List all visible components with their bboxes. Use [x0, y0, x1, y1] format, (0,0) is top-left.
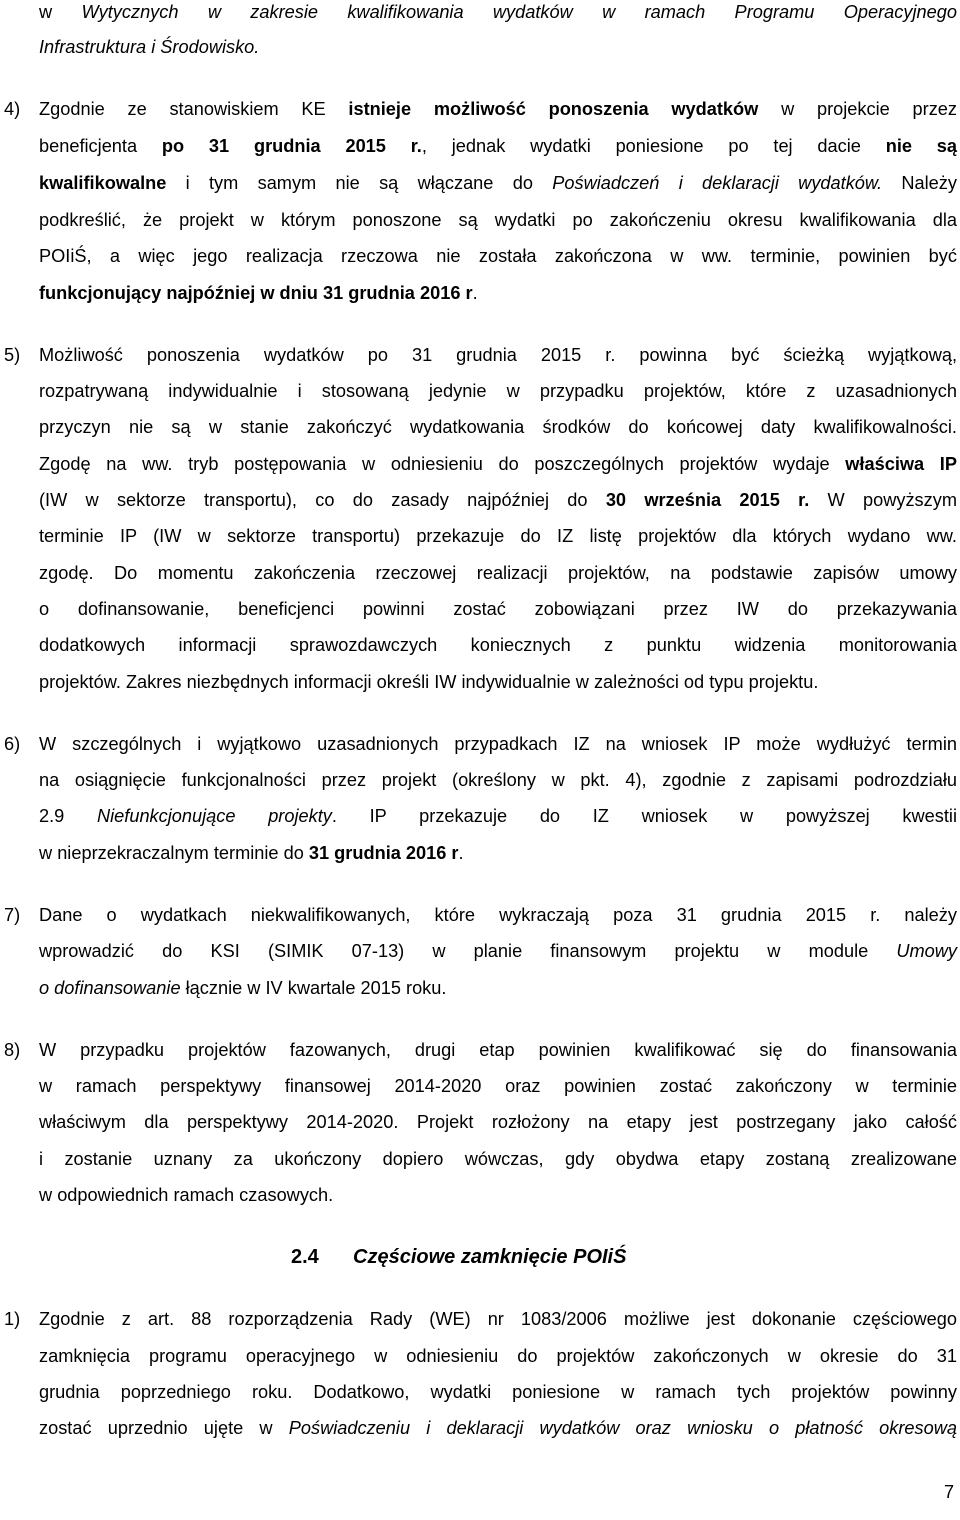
text-run: w projekcie przez [758, 99, 957, 119]
text-run: Zgodnie ze stanowiskiem KE [39, 99, 349, 119]
text-line: Zgodnie z art. 88 rozporządzenia Rady (WE) nr 1083/2006 możliwe jest dokonanie częściowego [39, 1309, 957, 1329]
italic-run: Niefunkcjonujące projekty [96, 806, 332, 826]
list-number: 4) [4, 99, 21, 119]
italic-run: Poświadczeniu i deklaracji wydatków oraz wniosku o płatność okresową [288, 1418, 958, 1438]
text-line: o dofinansowanie, beneficjenci powinni zostać zobowiązani przez IW do przekazywania [39, 599, 957, 619]
text-line: właściwym dla perspektywy 2014-2020. Projekt rozłożony na etapy jest postrzegany jako całość [39, 1112, 957, 1132]
text-line [39, 1416, 957, 1440]
bold-run: po 31 grudnia 2015 r. [161, 136, 422, 156]
text-line [39, 97, 957, 121]
bold-run: nie są [885, 136, 958, 156]
text-line: W przypadku projektów fazowanych, drugi etap powinien kwalifikować się do finansowania [39, 1040, 957, 1060]
list-number: 6) [4, 734, 21, 754]
text-run: . [458, 843, 464, 863]
text-line: zamknięcia programu operacyjnego w odniesieniu do projektów zakończonych w okresie do 31 [39, 1346, 957, 1366]
text-run: i tym samym nie są włączane do [166, 173, 553, 193]
text-run: łącznie w IV kwartale 2015 roku. [180, 978, 447, 998]
text-line [39, 976, 957, 1000]
text-line [39, 0, 957, 24]
section-number: 2.4 [291, 1246, 319, 1268]
bold-run: 31 grudnia 2016 r [308, 843, 459, 863]
text-run: zostać uprzednio ujęte w [39, 1418, 289, 1438]
bold-run: kwalifikowalne [39, 173, 167, 193]
text-run: wprowadzić do KSI (SIMIK 07-13) w planie finansowym projektu w module [39, 941, 897, 961]
text-line [39, 134, 957, 158]
section-title: Częściowe zamknięcie POIiŚ [353, 1246, 627, 1268]
italic-run: Poświadczeń i deklaracji wydatków. [552, 173, 883, 193]
document-title-ref: Infrastruktura i Środowisko. [39, 37, 260, 57]
text-run: (IW w sektorze transportu), co do zasady najpóźniej do [39, 490, 606, 510]
page-number: 7 [943, 1482, 954, 1502]
bold-run: 30 września 2015 r. [605, 490, 810, 510]
text-line: na osiągnięcie funkcjonalności przez projekt (określony w pkt. 4), zgodnie z zapisami podrozdziału [39, 770, 957, 790]
text-line: projektów. Zakres niezbędnych informacji określi IW indywidualnie w zależności od typu projektu. [39, 672, 819, 692]
text-line: i zostanie uznany za ukończony dopiero wówczas, gdy obydwa etapy zostaną zrealizowane [39, 1149, 957, 1169]
list-number: 8) [4, 1040, 21, 1060]
text-line: grudnia poprzedniego roku. Dodatkowo, wydatki poniesione w ramach tych projektów powinny [39, 1382, 957, 1402]
text-line: Możliwość ponoszenia wydatków po 31 grudnia 2015 r. powinna być ścieżką wyjątkową, [39, 345, 957, 365]
text-run: w nieprzekraczalnym terminie do [39, 843, 309, 863]
text-line: w odpowiednich ramach czasowych. [39, 1185, 334, 1205]
text-run: beneficjenta [39, 136, 162, 156]
text-line [39, 841, 957, 865]
text-line: W szczególnych i wyjątkowo uzasadnionych przypadkach IZ na wniosek IP może wydłużyć termin [39, 734, 957, 754]
bold-run: istnieje możliwość ponoszenia wydatków [348, 99, 759, 119]
list-number: 5) [4, 345, 21, 365]
text-line [39, 35, 957, 59]
document-title-ref: Wytycznych w zakresie kwalifikowania wydatków w ramach Programu Operacyjnego [81, 2, 957, 22]
text-line: rozpatrywaną indywidualnie i stosowaną jedynie w przypadku projektów, które z uzasadnionych [39, 381, 957, 401]
text-line [39, 171, 957, 195]
text-line: dodatkowych informacji sprawozdawczych koniecznych z punktu widzenia monitorowania [39, 635, 957, 655]
text-run: w [39, 2, 82, 22]
text-run: 2.9 [39, 806, 97, 826]
text-line [39, 488, 957, 512]
text-line: Dane o wydatkach niekwalifikowanych, które wykraczają poza 31 grudnia 2015 r. należy [39, 905, 957, 925]
text-line: podkreślić, że projekt w którym ponoszone są wydatki po zakończeniu okresu kwalifikowania dla [39, 210, 957, 230]
list-number: 7) [4, 905, 21, 925]
italic-run: Umowy [896, 941, 957, 961]
text-line: POIiŚ, a więc jego realizacja rzeczowa nie została zakończona w ww. terminie, powinien być [39, 246, 957, 266]
text-line: w ramach perspektywy finansowej 2014-2020 oraz powinien zostać zakończony w terminie [39, 1076, 957, 1096]
text-run: . IP przekazuje do IZ wniosek w powyższej kwestii [331, 806, 957, 826]
text-run: W powyższym [809, 490, 957, 510]
text-run: , jednak wydatki poniesione po tej dacie [421, 136, 886, 156]
text-run: Należy [882, 173, 957, 193]
bold-run: właściwa IP [845, 454, 957, 474]
text-line [39, 804, 957, 828]
italic-run: o dofinansowanie [39, 978, 181, 998]
text-line: terminie IP (IW w sektorze transportu) przekazuje do IZ listę projektów dla których wydano ww. [39, 526, 957, 546]
text-line [39, 281, 957, 305]
bold-run: funkcjonujący najpóźniej w dniu 31 grudnia 2016 r [39, 283, 473, 303]
text-run: Zgodę na ww. tryb postępowania w odniesieniu do poszczególnych projektów wydaje [39, 454, 846, 474]
text-line: zgodę. Do momentu zakończenia rzeczowej realizacji projektów, na podstawie zapisów umowy [39, 563, 957, 583]
text-run: . [472, 283, 478, 303]
text-line: przyczyn nie są w stanie zakończyć wydatkowania środków do końcowej daty kwalifikowalności. [39, 417, 957, 437]
text-line [39, 452, 957, 476]
list-number: 1) [4, 1309, 21, 1329]
text-line [39, 939, 957, 963]
